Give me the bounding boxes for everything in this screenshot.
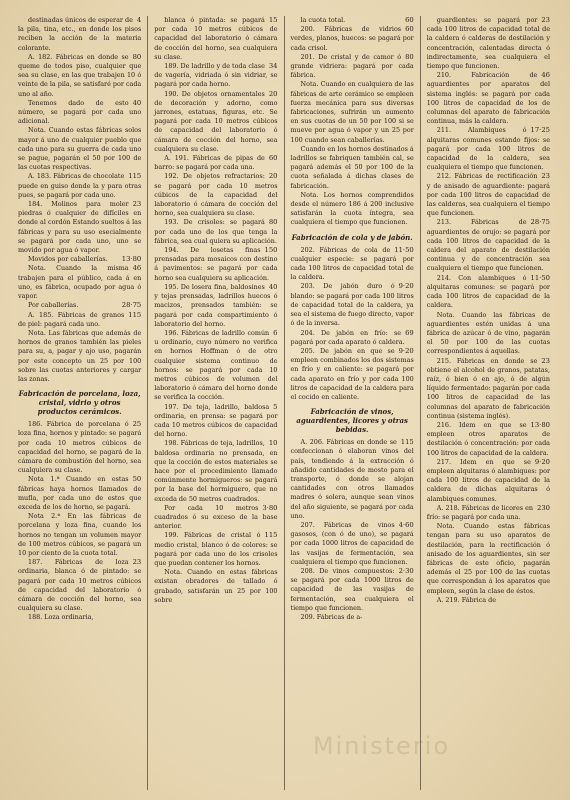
- tariff-text: 190. De objetos ornamentales de decoración y adorno, como jarrones, estatuas, figuras, etc. Se pagará por cada 10 metros cúbicos de capacidad del laboratorio ó cámara de cocción del horno, sea cualquiera su clase.: [154, 89, 278, 153]
- tariff-amount: 60: [405, 16, 414, 24]
- tariff-text: 188. Loza ordinaria,: [28, 613, 94, 622]
- tariff-amount: 34: [268, 62, 278, 71]
- tariff-text: 201. De cristal y de camor ó grande vidriera: pagará por cada fábrica.: [290, 52, 414, 80]
- tariff-text: A. 206. Fábricas en donde se confeccionan ó elaboran vinos del país, tendiendo á la extracción ó añadido cantidades de mosto para el transporte, ó donde se alojan cantidades con otros llamados madres ó solera, aunque sean vinos del año siguiente, se pagará por cada uno.: [290, 438, 414, 520]
- tariff-entry: [154, 329, 277, 403]
- tariff-amount: 28·75: [530, 218, 550, 227]
- tariff-text: Por cada 10 metros cuadrados ó su exceso de la base anterior.: [154, 503, 278, 531]
- tariff-amount: 4·60: [398, 520, 414, 529]
- tariff-entry: [154, 439, 277, 503]
- tariff-amount: 13·80: [121, 255, 142, 264]
- tariff-amount: 80: [268, 218, 278, 227]
- tariff-entry: [427, 421, 550, 458]
- tariff-amount: 15: [268, 16, 278, 24]
- tariff-entry: [427, 458, 550, 504]
- tariff-entry: [427, 274, 550, 311]
- tariff-amount: 25: [132, 420, 142, 429]
- tariff-entry: [18, 311, 141, 329]
- tariff-amount: 230: [537, 503, 550, 512]
- tariff-text: 215. Fábricas en donde se obtiene el alcohol de granos, patatas, raíz, ó bien ó en ajo, ó de algún líquido fermentado: pagarán por cada 100 litros de capacidad de las columnas del aparato de fabricación continua (sistema inglés).: [426, 356, 550, 420]
- tariff-entry: [18, 420, 141, 475]
- tariff-amount: 20: [268, 89, 278, 98]
- tariff-text: Nota. Las fábricas que además de hornos de granos también las pieles para su, a, pagar y ajo uso, pagarán por este concepto un 25 por 100 sobre las cuotas anteriores y cargar las zonas.: [18, 328, 142, 383]
- tariff-text: destinadas únicos de esperar de la pila, tina, etc., en donde los pisos reciben la acción de la materia colorante.: [18, 16, 142, 52]
- tariff-entry: [18, 200, 141, 255]
- section-heading: Fabricación de cola y de jabón.: [291, 232, 413, 242]
- tariff-text: Nota. Cuando estas fábricas tengan para su uso aparatos de destilación, para la rectificación ó anisado de los aguardientes, sin ser fábricas de este oficio, pagarán además el 25 por 100 de las cuotas que correspondan á los aparatos que empleen, según la clase de éstos.: [426, 522, 550, 595]
- tariff-text: A. 182. Fábricas en donde se queme de todos piso, cualquier que sea su clase, en las que trabajen 10 ó veinte de la pila, se satisfaré por cada uno al año.: [18, 52, 142, 98]
- tariff-amount: 23: [132, 200, 142, 209]
- tariff-entry: [427, 311, 550, 357]
- tariff-entry: [291, 613, 414, 622]
- tariff-amount: 4: [136, 16, 142, 24]
- tariff-entry: [18, 301, 141, 310]
- tariff-entry: [291, 567, 414, 613]
- tariff-entry: [427, 16, 550, 71]
- tariff-text: Nota. Los hornos comprendidos desde el número 186 á 200 inclusive satisfarán la cuota íntegra, sea cualquiera el tiempo que funcionen.: [290, 190, 414, 227]
- tariff-entry: [18, 255, 141, 264]
- tariff-amount: 11·50: [530, 273, 550, 282]
- tariff-text: 200. Fábricas de vidrios verdes, planos, huecos: se pagará por cada crisol.: [290, 25, 414, 52]
- tariff-text: blanca ó pintada: se pagará por cada 10 metros cúbicos de capacidad del laboratorio ó cámara de cocción del horno, sea cualquiera su clase.: [154, 16, 278, 61]
- tariff-text: 187. Fábricas de loza ordinaria, blanca ó de pintado: se pagará por cada 10 metros cúbicos de capacidad del laboratorio ó cámara de cocción del horno, sea cualquiera su clase.: [18, 558, 142, 613]
- tariff-text: A. 185. Fábricas de granos de piel: pagará cada uno.: [18, 310, 125, 328]
- tariff-text: 214. Con alambiques ó alquitaras comunes: se pagará por cada 100 litros de capacidad de la caldera.: [426, 273, 550, 310]
- tariff-entry: [18, 53, 141, 99]
- tariff-amount: 115: [264, 531, 278, 540]
- tariff-entry: [18, 329, 141, 384]
- tariff-entry: [427, 172, 550, 218]
- tariff-text: 196. Fábricas de ladrillo común u ordinario, cuyo número no verifica en hornos Hoffman ó de otro cualquier sistema continuo de hornos: se pagará por cada 10 metros cúbicos de volumen del laboratorio ó cámara del horno donde se verifica la cocción.: [154, 328, 278, 402]
- tariff-text: Nota. Cuando la misma trabajen para el público, cada á en uno, es fábrica, ocupado por agua ó vapor.: [18, 264, 142, 301]
- tariff-text: 209. Fábricas de a-: [300, 612, 363, 621]
- tariff-amount: 46: [541, 71, 550, 80]
- tariff-text: la cuota total.: [300, 16, 346, 24]
- tariff-entry: [291, 282, 414, 328]
- tariff-text: 203. De jabón duro ó blando: se pagará por cada 100 litros de capacidad total de la caldera, ya sea el sistema de fuego directo, vapor ó de la inversa.: [290, 282, 414, 328]
- tariff-entry: [154, 218, 277, 246]
- tariff-text: 217. Idem en que se empleen alquitaras ó alambiques: por cada 100 litros de capacidad de la caldera de dichas alquitaras ó alambiques comunes.: [426, 457, 550, 503]
- tariff-entry: [291, 80, 414, 144]
- tariff-amount: 10: [268, 439, 278, 448]
- tariff-text: Por caballerías.: [28, 301, 79, 310]
- tariff-entry: [18, 475, 141, 512]
- tariff-amount: 23: [541, 172, 550, 181]
- column-2: [147, 16, 283, 790]
- tariff-text: 204. De jabón en frío: se pagará por cada aparato ó caldera.: [290, 328, 405, 346]
- tariff-amount: 150: [264, 246, 278, 255]
- tariff-text: 198. Fábricas de teja, ladrillos, baldosa ordinaria no prensada, en que la cocción de estos materiales se hace por el procedimiento llamado comúnmente hormigueros: se pagará por la base del hormiguero, que no exceda de 50 metros cuadrados.: [154, 439, 278, 503]
- tariff-text: guardientes: se pagará por cada 100 litros de capacidad total de la caldera ó calderas de destilación y concentración, calentadas directa ó indirectamente, sea cualquiera el tiempo que funcionen.: [426, 16, 550, 71]
- tariff-amount: 40: [132, 98, 142, 107]
- tariff-entry: [291, 329, 414, 347]
- tariff-text: 211. Alambiques ó alquitaras comunes estando fijos: se pagará por cada 100 litros de capacidad de la caldera, sea cualquiera el tiempo que funcionen.: [426, 126, 550, 172]
- tariff-text: Nota. Cuando las fábricas de aguardientes estén unidas á una fábrica de azúcar ó de vino, pagarán el 50 por 100 de las cuotas correspondientes á aquellas.: [426, 310, 550, 356]
- tariff-text: 216. Idem en que se empleen otros aparatos de destilación ó concentración: por cada 100 litros de capacidad de la caldera.: [426, 420, 550, 457]
- tariff-text: A. 219. Fábrica de: [436, 595, 496, 604]
- tariff-entry: [154, 568, 277, 605]
- tariff-text: 213. Fábricas de aguardientes de orujo: se pagará por cada 100 litros de capacidad de la caldera del aparato de destilación continua y de concentración sea cualquiera el tiempo que funcionen.: [426, 218, 550, 273]
- tariff-text: 199. Fábricas de cristal ó medio cristal, blanco ó de colores: se pagará por cada uno de los crisoles que puedan contener los hornos.: [154, 531, 278, 567]
- tariff-entry: [291, 53, 414, 81]
- tariff-entry: [154, 246, 277, 283]
- tariff-amount: 60: [405, 25, 414, 34]
- tariff-text: Nota 2.ª En las fábricas de porcelana y loza fina, cuando los hornos no tengan un volumen mayor de 100 metros cúbicos, se pagará un 10 por ciento de la cuota total.: [18, 512, 142, 557]
- tariff-entry: [291, 347, 414, 402]
- tariff-entry: [291, 438, 414, 521]
- tariff-amount: 9·20: [398, 346, 414, 355]
- section-heading: Fabricación de vinos, aguardientes, licores y otras bebidas.: [296, 407, 408, 435]
- tariff-entry: [427, 126, 550, 172]
- column-3: [284, 16, 420, 790]
- tariff-amount: 20: [268, 172, 278, 181]
- tariff-entry: [427, 522, 550, 596]
- tariff-entry: [18, 512, 141, 558]
- tariff-text: 193. De crisoles: se pagará por cada uno de los que tenga la fábrica, sea cual quiera su aplicación.: [154, 218, 278, 245]
- tariff-entry: [427, 71, 550, 126]
- tariff-text: Nota 1.ª Cuando en estas fábricas haya hornos llamados de mufla, por cada uno de estos que exceda de los de horno, se pagará.: [18, 475, 142, 511]
- section-heading: Fabricación de porcelana, loza, cristal, vidrio y otros productos cerámicos.: [18, 389, 141, 417]
- tariff-entry: [291, 25, 414, 53]
- tariff-entry: [291, 16, 414, 25]
- tariff-amount: 46: [132, 264, 142, 273]
- tariff-amount: 23: [132, 558, 142, 567]
- tariff-text: A. 218. Fábricas de licores en frío: se pagará por cada una.: [426, 503, 534, 521]
- tariff-entry: [427, 504, 550, 522]
- tariff-amount: 80: [132, 52, 142, 61]
- tariff-entry: [18, 613, 141, 622]
- tariff-amount: 3·80: [262, 503, 278, 512]
- tariff-entry: [427, 218, 550, 273]
- tariff-text: 184. Molinos para moler piedras ó cualquier de difíciles en donde al cordón Estando sueltos á las fábricas y para su uso esecialmente se pagará por cada uno, uno se movido por agua ó vapor.: [18, 200, 142, 255]
- tariff-entry: [154, 283, 277, 329]
- tariff-amount: 13·80: [530, 420, 550, 429]
- columns: [12, 16, 556, 790]
- watermark: Ministerio: [312, 732, 450, 760]
- tariff-amount: 6: [273, 328, 278, 337]
- tariff-entry: [154, 62, 277, 90]
- tariff-text: Cuando en los hornos destinados á ladrillos se fabriquen también cal, se pagará además el 50 por 100 de la cuota señalada á dichas clases de fabricación.: [290, 144, 414, 190]
- tariff-entry: [18, 126, 141, 172]
- tariff-amount: 17·25: [530, 126, 550, 135]
- tariff-text: 210. Fabricación de aguardientes por aparatos del sistema inglés: se pagará por cada 100 litros de capacidad de los de columnas del aparato de fabricación continua, más la caldera.: [426, 71, 550, 126]
- tariff-text: 197. De teja, ladrillo, baldosa ordinaria, en prensa: se pagará por cada 10 metros cúbicos de capacidad del horno.: [154, 402, 278, 439]
- tariff-text: Nota. Cuando en cualquiera de las fábricas de arte cerámico se empleen fuerza mecánica para sus diversas fabricaciones, sufrirán un aumento en sus cuotas de un 50 por 100 si se mueve por agua ó vapor y un 25 por 100 cuando sean caballerías.: [290, 80, 414, 144]
- tariff-text: A. 191. Fábricas de pipas de barro: se pagará por cada una.: [154, 154, 265, 172]
- tariff-text: 195. De losera fina, baldosines y tejas prensadas, ladrillos huecos ó macizos, prensados también: se pagará por cada compartimiento ó laboratorio del horno.: [154, 282, 278, 328]
- tariff-amount: 60: [268, 154, 278, 163]
- tariff-entry: [154, 90, 277, 154]
- column-4: [420, 16, 556, 790]
- tariff-amount: 23: [541, 16, 550, 24]
- tariff-amount: 115: [400, 438, 414, 447]
- tariff-text: Nota. Cuando estas fábricas solos mayor á uno de cualquier pueblo que cada uno para su guerra de cada uno se pague, pagarán el 50 por 100 de las cuotas respectivas.: [18, 126, 142, 172]
- tariff-amount: 5: [273, 402, 278, 411]
- tariff-amount: 80: [405, 52, 414, 61]
- tariff-amount: 40: [268, 282, 278, 291]
- tariff-text: 202. Fábricas de cola de cualquier especie: se pagará por cada 100 litros de capacidad total de la caldera.: [290, 245, 414, 282]
- tariff-entry: [18, 16, 141, 53]
- tariff-text: Nota. Cuando en estas fábricas existan obradores de tallado ó grabado, satisfarán un 25 por 100 sobre: [154, 568, 278, 604]
- tariff-entry: [154, 154, 277, 172]
- tariff-text: 186. Fábrica de porcelana ó loza fina, hornos y pintado: se pagará por cada 10 metros cúbicos de capacidad del horno, se pagará de la cámara de combustión del horno, sea cualquiera su clase.: [18, 420, 142, 475]
- tariff-text: 212. Fábricas de rectificación y de anisado de aguardiente: pagará por cada 100 litros de capacidad de las calderas, sea cualquiera el tiempo que funcionen.: [426, 172, 550, 218]
- tariff-amount: 28·75: [121, 301, 142, 310]
- tariff-entry: [18, 99, 141, 127]
- tariff-amount: 69: [405, 328, 414, 337]
- tariff-entry: [18, 558, 141, 613]
- tariff-entry: [154, 531, 277, 568]
- tariff-entry: [154, 504, 277, 532]
- tariff-amount: 11·50: [394, 245, 414, 254]
- tariff-amount: 23: [541, 356, 550, 365]
- tariff-entry: [291, 521, 414, 567]
- tariff-entry: [427, 357, 550, 421]
- tariff-text: 194. De losetas finas prensadas para mosaicos con destino á pavimentos: se pagará por cada horno sea cualquiera su aplicación.: [154, 246, 278, 282]
- tariff-entry: [18, 264, 141, 301]
- tariff-amount: 115: [128, 310, 142, 319]
- tariff-entry: [154, 403, 277, 440]
- tariff-text: A. 183. Fábricas de chocolate puede en guiso donde la y para otras pues, se pagará por cada uno.: [18, 172, 142, 199]
- tariff-amount: 50: [132, 475, 142, 484]
- tariff-text: Tenemos dado de esto número, se pagará por cada uno adicional.: [18, 98, 142, 126]
- tariff-text: 207. Fábricas de vinos gasosos, (con ó de uno), se pagará por cada 1000 litros de capacidad de las vasijas de fermentación, sea cualquiera el tiempo que funcionen.: [290, 520, 414, 566]
- tariff-entry: [18, 172, 141, 200]
- tariff-text: 192. De objetos refractarios: se pagará por cada 10 metros cúbicos de la capacidad del laboratorio ó cámara de cocción del horno, sea cualquiera su clase.: [154, 172, 278, 218]
- tariff-text: 189. De ladrillo y de toda clase de vagería, vidriada ó sin vidriar, se pagará por cada horno.: [154, 62, 278, 89]
- tariff-amount: 9·20: [398, 282, 414, 291]
- tariff-amount: 9·20: [534, 457, 550, 466]
- tariff-entry: [291, 145, 414, 191]
- column-1: [12, 16, 147, 790]
- tariff-amount: 2·30: [398, 566, 414, 575]
- tariff-entry: [427, 596, 550, 605]
- tariff-entry: [291, 191, 414, 228]
- tariff-text: Movidos por caballerías.: [28, 255, 108, 264]
- tariff-text: 205. De jabón en que se empleen combinados los dos sistemas en frío y en caliente: se pagará por cada aparato en frío y por cada 100 litros de capacidad de la caldera para el cocido en caliente.: [290, 346, 414, 401]
- tariff-entry: [154, 16, 277, 62]
- tariff-entry: [291, 246, 414, 283]
- tariff-text: 208. De vinos compuestos: se pagará por cada 1000 litros de capacidad de las vasijas de fermentación, sea cualquiera el tiempo que funcionen.: [290, 566, 414, 612]
- tariff-entry: [154, 172, 277, 218]
- tariff-amount: 115: [128, 172, 142, 181]
